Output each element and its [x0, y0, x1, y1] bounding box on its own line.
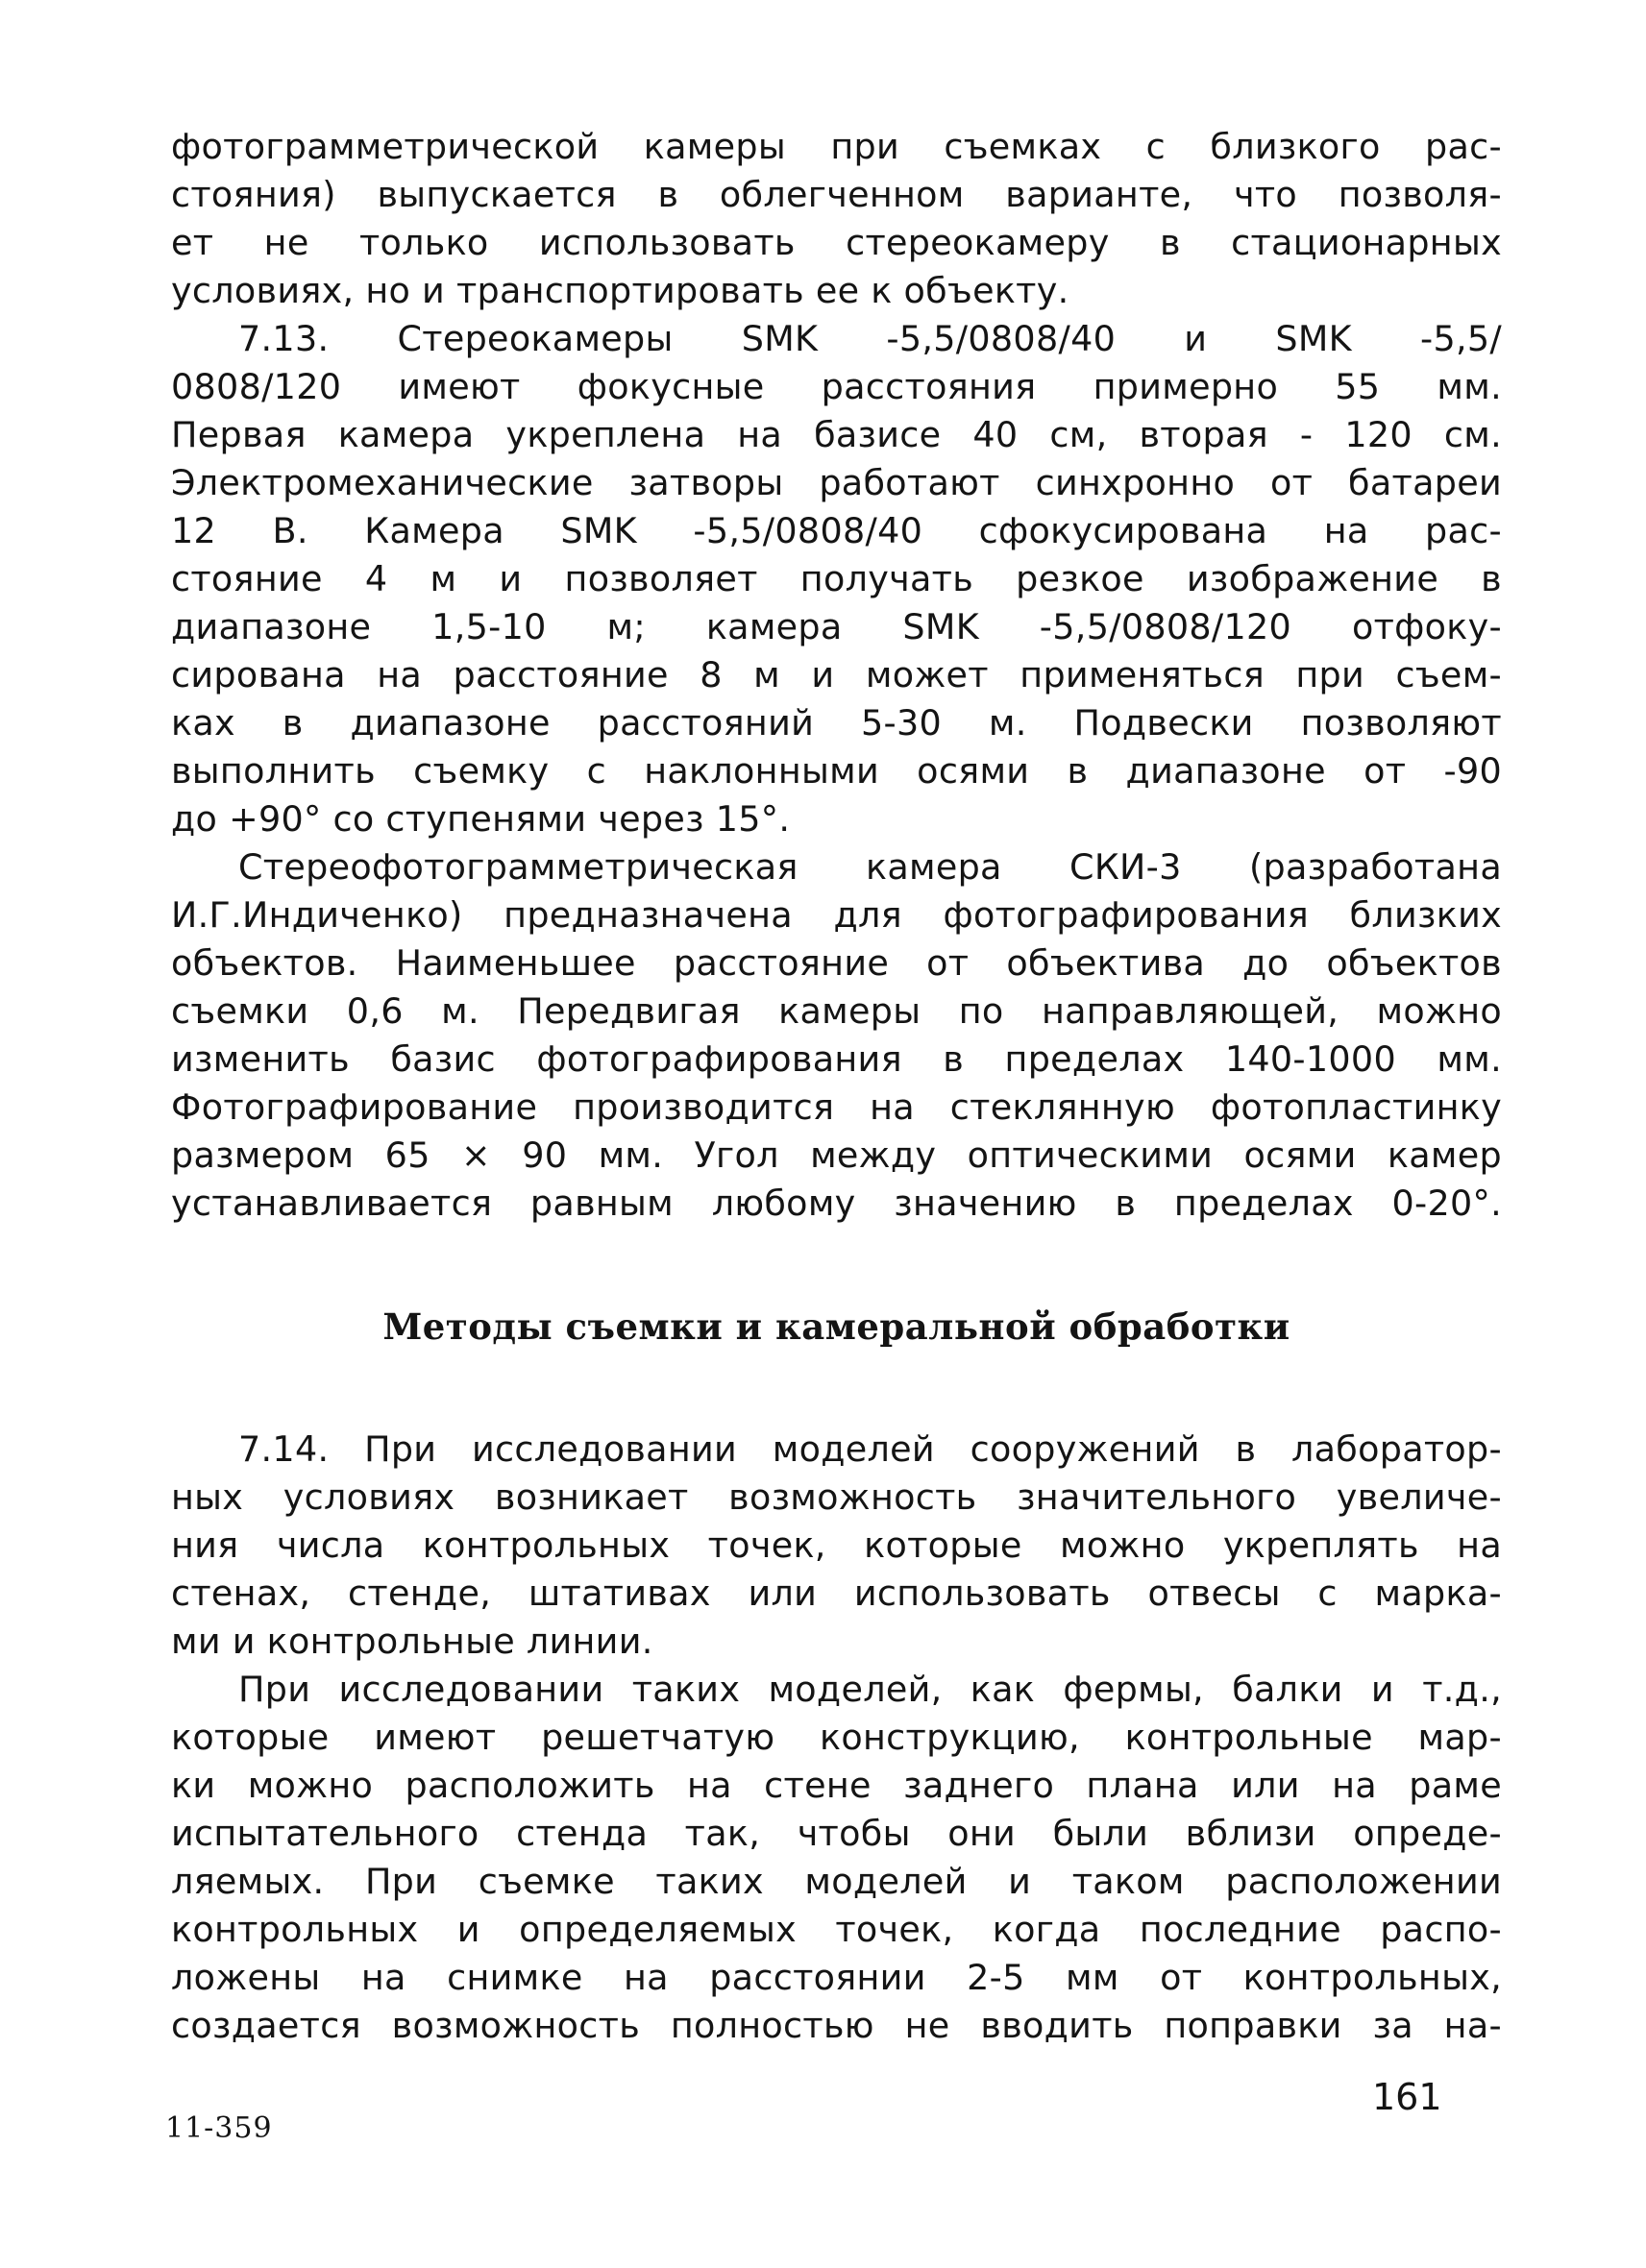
section-heading: Методы съемки и камеральной обработки: [382, 1305, 1290, 1348]
text-line: ния числа контрольных точек, которые можно укреплять на: [171, 1524, 1502, 1566]
text-line: стояние 4 м и позволяет получать резкое изображение в: [171, 558, 1502, 599]
text-line: 7.13. Стереокамеры SMK -5,5/0808/40 и SMK -5,5/: [238, 318, 1502, 359]
text-line: Фотографирование производится на стеклянную фотопластинку: [171, 1086, 1502, 1128]
text-line: контрольных и определяемых точек, когда последние распо-: [171, 1909, 1502, 1950]
text-line: испытательного стенда так, чтобы они были вблизи опреде-: [171, 1813, 1502, 1854]
text-line: которые имеют решетчатую конструкцию, контрольные мар-: [171, 1717, 1502, 1758]
text-line: объектов. Наименьшее расстояние от объектива до объектов: [171, 942, 1502, 984]
text-line: Стереофотограмметрическая камера СКИ-3 (разработана: [238, 846, 1502, 888]
text-line: 12 В. Камера SMK -5,5/0808/40 сфокусирована на рас-: [171, 510, 1502, 551]
text-line: сирована на расстояние 8 м и может применяться при съем-: [171, 654, 1502, 695]
text-line: размером 65 × 90 мм. Угол между оптическими осями камер: [171, 1134, 1502, 1176]
footer-signature-code: 11-359: [165, 2111, 273, 2145]
text-line: ках в диапазоне расстояний 5-30 м. Подвески позволяют: [171, 702, 1502, 744]
text-line: ет не только использовать стереокамеру в стационарных: [171, 222, 1502, 263]
paragraph-5: [171, 1666, 1502, 2050]
text-line: съемки 0,6 м. Передвигая камеры по направляющей, можно: [171, 990, 1502, 1032]
text-line: 7.14. При исследовании моделей сооружений в лаборатор-: [238, 1428, 1502, 1470]
text-line: ми и контрольные линии.: [171, 1621, 653, 1662]
text-line: фотограмметрической камеры при съемках с близкого рас-: [171, 126, 1502, 167]
text-line: до +90° со ступенями через 15°.: [171, 798, 791, 840]
document-page: [171, 123, 1502, 2050]
text-line: При исследовании таких моделей, как фермы, балки и т.д.,: [238, 1669, 1502, 1710]
text-line: 0808/120 имеют фокусные расстояния примерно 55 мм.: [171, 366, 1502, 407]
text-line: условиях, но и транспортировать ее к объекту.: [171, 270, 1069, 311]
text-line: И.Г.Индиченко) предназначена для фотографирования близких: [171, 894, 1502, 936]
text-line: ляемых. При съемке таких моделей и таком расположении: [171, 1861, 1502, 1902]
paragraph-3: [171, 843, 1502, 1228]
text-line: ки можно расположить на стене заднего плана или на раме: [171, 1765, 1502, 1806]
text-line: создается возможность полностью не вводить поправки за на-: [171, 2005, 1502, 2046]
paragraph-1: [171, 123, 1502, 315]
text-line: ложены на снимке на расстоянии 2-5 мм от контрольных,: [171, 1957, 1502, 1998]
page-number: 161: [1372, 2076, 1442, 2118]
text-line: ных условиях возникает возможность значительного увеличе-: [171, 1476, 1502, 1518]
paragraph-2: [171, 315, 1502, 843]
text-line: выполнить съемку с наклонными осями в диапазоне от -90: [171, 750, 1502, 792]
text-line: устанавливается равным любому значению в пределах 0-20°.: [171, 1183, 1502, 1224]
text-line: Первая камера укреплена на базисе 40 см, вторая - 120 см.: [171, 414, 1502, 455]
paragraph-4: [171, 1426, 1502, 1666]
text-line: стенах, стенде, штативах или использовать отвесы с марка-: [171, 1573, 1502, 1614]
text-line: диапазоне 1,5-10 м; камера SMK -5,5/0808/120 отфоку-: [171, 606, 1502, 647]
text-line: Электромеханические затворы работают синхронно от батареи: [171, 462, 1502, 503]
text-line: изменить базис фотографирования в пределах 140-1000 мм.: [171, 1038, 1502, 1080]
text-line: стояния) выпускается в облегченном варианте, что позволя-: [171, 174, 1502, 215]
